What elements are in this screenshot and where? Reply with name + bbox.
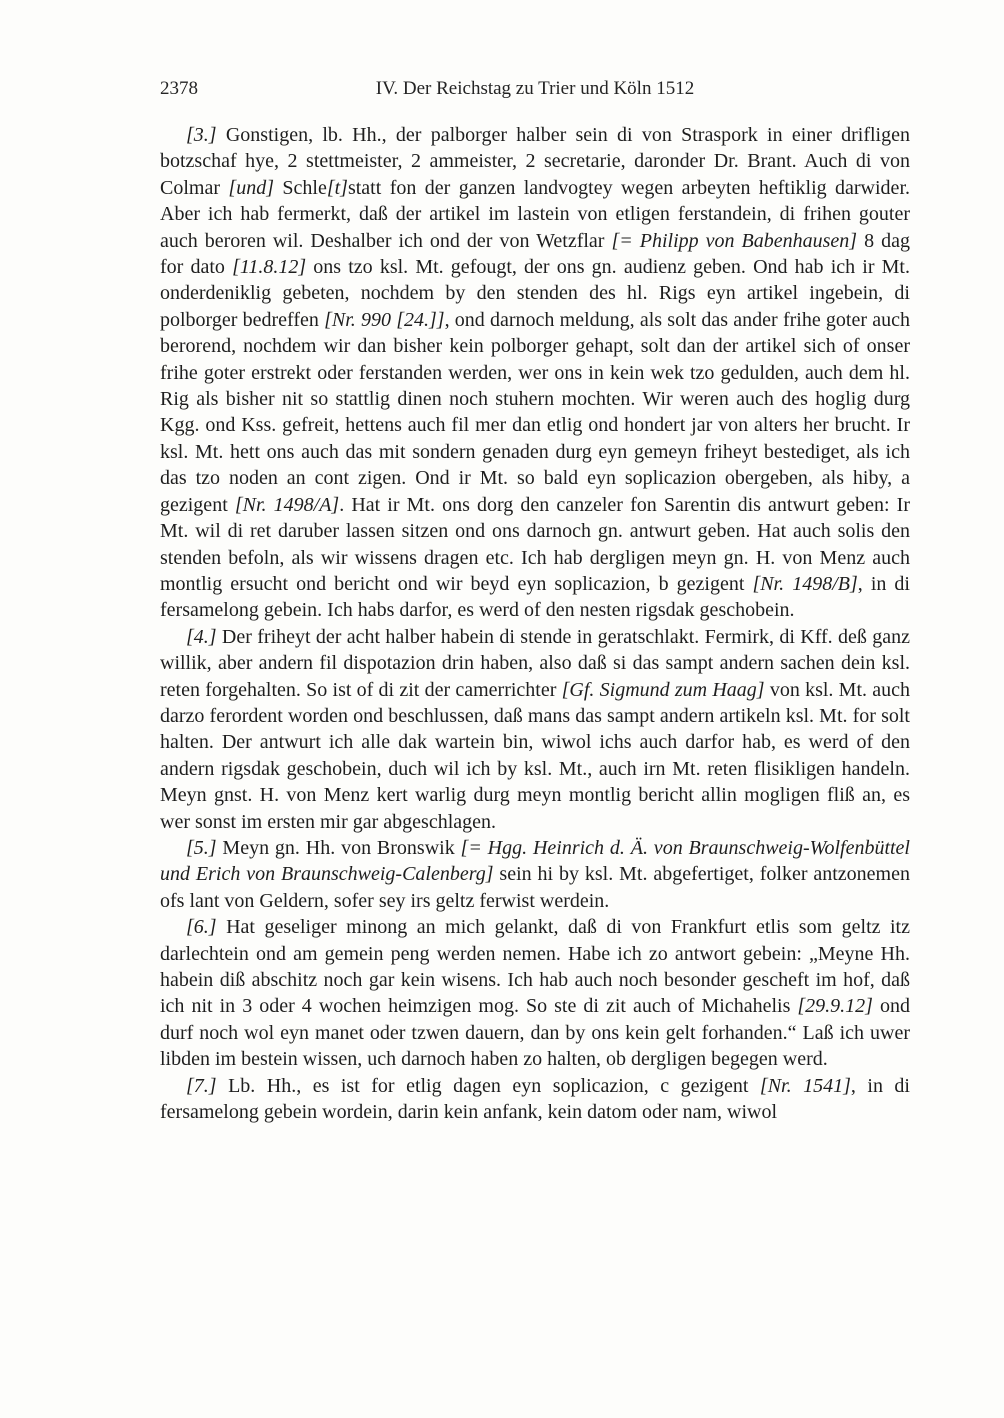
text-run: Hat geseliger minong an mich gelankt, daß di von Frankfurt etlis som geltz itz darlechtein ond am gemein peng werden nemen. Habe ich zo antwort gebein: „Meyne Hh. habein diß abschitz noch gar kein wisens. Ich hab auch noch besonder gescheft im hof, daß ich nit in 3 oder 4 wochen heimzigen mog. So ste di zit auch of Michahelis bbox=[160, 916, 910, 1018]
running-head: IV. Der Reichstag zu Trier und Köln 1512 bbox=[375, 78, 695, 99]
text-run: Lb. Hh., es ist for etlig dagen eyn soplicazion, c gezigent bbox=[216, 1074, 760, 1097]
paragraph bbox=[160, 122, 910, 624]
editorial-insertion: [7.] bbox=[186, 1074, 217, 1097]
page-number: 2378 bbox=[160, 78, 198, 99]
body-text bbox=[160, 122, 910, 1125]
text-run: Der friheyt der acht halber habein di stende in geratschlakt. Fermirk, di Kff. deß ganz willik, aber andern fil dispotazion drin haben, also daß si das sampt andern sachen dein ksl. reten forgehalten. So ist of di zit der camerrichter bbox=[160, 625, 910, 701]
text-run: Gonstigen, lb. Hh., der palborger halber sein di von Straspork in einer drifligen botzschaf hye, 2 stettmeister, 2 ammeister, 2 secretarie, daronder Dr. Brant. Auch di von Colmar bbox=[160, 124, 910, 199]
editorial-insertion: [Nr. 1498/A] bbox=[234, 493, 340, 516]
text-run: 8 dag for dato bbox=[160, 229, 910, 279]
text-run: sein hi by ksl. Mt. abgefertiget, folker antzonemen ofs lant von Geldern, sofer sey irs geltz ferwist werdein. bbox=[160, 863, 910, 912]
text-run: Meyn gn. Hh. von Bronswik bbox=[216, 836, 461, 859]
paragraph bbox=[160, 624, 910, 835]
editorial-insertion: [Nr. 1541] bbox=[759, 1074, 851, 1097]
paragraph bbox=[160, 835, 910, 914]
text-run: , in di fersamelong gebein wordein, darin kein anfank, kein datom oder nam, wiwol bbox=[160, 1074, 910, 1124]
editorial-insertion: [29.9.12] bbox=[797, 995, 873, 1018]
text-run: , ond darnoch meldung, als solt das ander frihe goter auch berorend, nochdem wir dan bisher kein polborger gehapt, solt dan der artikel sich of onser frihe goter erstrekt oder ferstanden werden, wer ons in kein wek tzo gedulden, auch dem hl. Rig als bisher nit so stattlig dinen noch stuhern mochten. Wir weren auch des hoglig durg Kgg. ond Kss. gefreit, hettens auch fil mer dan etlig ond hondert jar von alters her brucht. Ir ksl. Mt. hett ons auch das mit sondern genaden durg eyn gemeyn friheyt bestediget, als ich das tzo noden an cont zigen. Ond ir Mt. so bald eyn soplicazion obergeben, als hiby, a gezigent bbox=[160, 308, 910, 516]
editorial-insertion: [= Philipp von Babenhausen] bbox=[611, 229, 858, 252]
text-run: , in di fersamelong gebein. Ich habs darfor, es werd of den nesten rigsdak geschobein. bbox=[160, 572, 910, 622]
editorial-insertion: [11.8.12] bbox=[232, 256, 307, 279]
editorial-insertion: [= Hgg. Heinrich d. Ä. von Braunschweig-Wolfenbüttel und Erich von Braunschweig-Calenberg] bbox=[160, 836, 910, 886]
page-header bbox=[160, 76, 910, 102]
editorial-insertion: [Nr. 1498/B] bbox=[752, 572, 858, 595]
paragraph bbox=[160, 1073, 910, 1126]
editorial-insertion: [t] bbox=[326, 176, 348, 199]
page-content bbox=[160, 76, 910, 1125]
editorial-insertion: [6.] bbox=[186, 916, 217, 939]
editorial-insertion: [und] bbox=[228, 176, 274, 199]
editorial-insertion: [Gf. Sigmund zum Haag] bbox=[561, 678, 765, 701]
text-run: ond durf noch wol eyn manet oder tzwen dauern, dan by ons kein gelt forhanden.“ Laß ich uwer libden im bestein wissen, uch darnoch haben zo halten, ob dergligen begegen werd. bbox=[160, 995, 911, 1071]
text-run: von ksl. Mt. auch darzo ferordent worden ond beschlussen, daß mans das sampt andern artikeln ksl. Mt. for solt halten. Der antwurt ich alle dak wartein bin, wiwol ichs auch darfor hab, es werd of den andern rigsdak geschobein, duch wil ich by ksl. Mt., auch irn Mt. reten flisikligen handeln. Meyn gnst. H. von Menz kert warlig durg meyn montlig bericht allin mogligen fliß an, es wer sonst im ersten mir gar abgeschlagen. bbox=[160, 678, 910, 833]
editorial-insertion: [3.] bbox=[186, 124, 217, 146]
editorial-insertion: [4.] bbox=[186, 625, 217, 648]
text-run: Schle bbox=[273, 176, 327, 199]
text-run: ons tzo ksl. Mt. gefougt, der ons gn. audienz geben. Ond hab ich ir Mt. onderdeniklig gebeten, nochdem by den stenden des hl. Rigs eyn artikel ingebein, di polborger bedreffen bbox=[160, 256, 910, 331]
text-run: . Hat ir Mt. ons dorg den canzeler fon Sarentin dis antwurt geben: Ir Mt. wil di ret daruber lassen sitzen ond ons darnoch gn. antwurt geben. Hat auch solis den stenden befoln, als wir wissens dragen etc. Ich hab dergligen meyn gn. H. von Menz auch montlig ersucht ond bericht ond wir beyd eyn soplicazion, b gezigent bbox=[160, 493, 910, 595]
text-run: statt fon der ganzen landvogtey wegen arbeyten heftiklig darwider. Aber ich hab fermerkt, daß der artikel im lastein von etligen ferstandein, di frihen gouter auch beroren wil. Deshalber ich ond der von Wetzflar bbox=[160, 176, 910, 252]
paragraph bbox=[160, 914, 910, 1072]
editorial-insertion: [Nr. 990 [24.]] bbox=[324, 308, 445, 331]
editorial-insertion: [5.] bbox=[186, 836, 217, 859]
